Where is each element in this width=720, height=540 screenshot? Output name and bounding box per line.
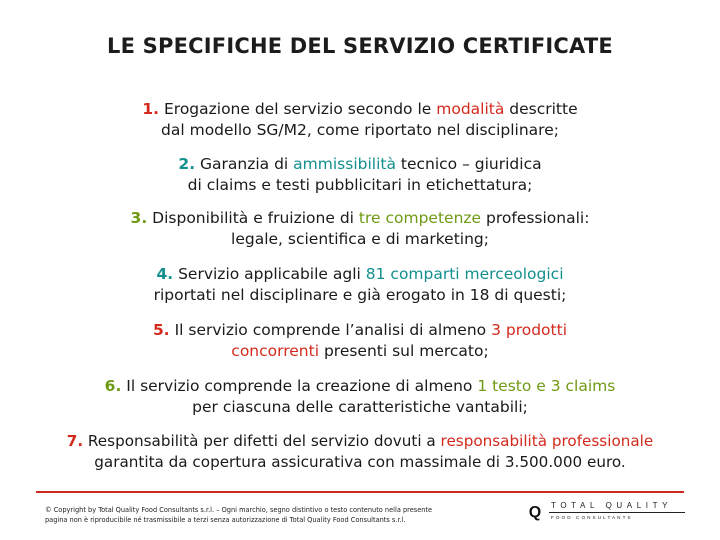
spec-item-number: 6. [104, 377, 122, 395]
spec-item-line-1 [40, 264, 680, 285]
spec-item-highlight: 3 prodotti [491, 321, 568, 339]
spec-item-text: garantita da copertura assicurativa con massimale di 3.500.000 euro. [94, 453, 626, 471]
copyright-notice [45, 505, 515, 525]
spec-item-text: presenti sul mercato; [319, 342, 489, 360]
footer-divider [36, 491, 684, 493]
spec-item-text: Il servizio comprende l’analisi di almeno [169, 321, 492, 339]
spec-item-text: dal modello SG/M2, come riportato nel disciplinare; [161, 121, 559, 139]
company-logo-tagline: FOOD CONSULTANTS [551, 515, 633, 520]
spec-item-number: 4. [156, 265, 174, 283]
spec-item-text: Erogazione del servizio secondo le [159, 100, 437, 118]
spec-item-text: professionali: [481, 209, 590, 227]
spec-item-highlight: responsabilità professionale [440, 432, 654, 450]
spec-item-text: Servizio applicabile agli [173, 265, 366, 283]
spec-item-number: 7. [66, 432, 84, 450]
spec-item-line-1 [40, 431, 680, 452]
spec-item-line-2 [40, 452, 680, 473]
spec-item-2 [40, 154, 680, 196]
spec-item-6 [40, 376, 680, 418]
spec-item-highlight: 81 comparti merceologici [365, 265, 564, 283]
spec-item-7 [40, 431, 680, 473]
spec-item-text: Garanzia di [195, 155, 294, 173]
spec-item-3 [40, 208, 680, 250]
company-logo-name: TOTAL QUALITY [551, 501, 672, 510]
spec-item-line-2 [40, 175, 680, 196]
spec-item-line-2 [40, 229, 680, 250]
spec-item-line-2 [40, 397, 680, 418]
spec-item-text: per ciascuna delle caratteristiche vantabili; [192, 398, 528, 416]
spec-item-text: Disponibilità e fruizione di [147, 209, 359, 227]
company-logo-rule [549, 512, 685, 513]
spec-item-4 [40, 264, 680, 306]
spec-item-text: tecnico – giuridica [395, 155, 542, 173]
spec-item-highlight: concorrenti [231, 342, 320, 360]
company-logo-letter: Q [528, 504, 542, 521]
spec-item-number: 5. [152, 321, 170, 339]
spec-item-line-1 [40, 208, 680, 229]
spec-item-5 [40, 320, 680, 362]
copyright-line: pagina non è riproducibile né trasmissibile a terzi senza autorizzazione di Total Quality Food Consultants s.r.l. [45, 516, 406, 524]
spec-item-text: riportati nel disciplinare e già erogato in 18 di questi; [153, 286, 567, 304]
spec-item-number: 2. [178, 155, 196, 173]
spec-item-line-1 [40, 99, 680, 120]
spec-item-text: legale, scientifica e di marketing; [231, 230, 489, 248]
spec-item-text: Responsabilità per difetti del servizio dovuti a [83, 432, 441, 450]
spec-item-number: 3. [130, 209, 148, 227]
spec-item-1 [40, 99, 680, 141]
spec-item-highlight: ammissibilità [293, 155, 396, 173]
spec-item-line-1 [40, 320, 680, 341]
spec-item-number: 1. [142, 100, 160, 118]
spec-item-line-1 [40, 376, 680, 397]
page-title: LE SPECIFICHE DEL SERVIZIO CERTIFICATE [107, 34, 613, 58]
spec-item-line-2 [40, 285, 680, 306]
spec-item-highlight: modalità [436, 100, 505, 118]
spec-item-text: descritte [504, 100, 578, 118]
spec-item-text: Il servizio comprende la creazione di almeno [121, 377, 478, 395]
spec-item-highlight: 1 testo e 3 claims [477, 377, 616, 395]
spec-item-highlight: tre competenze [358, 209, 482, 227]
copyright-line: © Copyright by Total Quality Food Consultants s.r.l. – Ogni marchio, segno distintivo o testo contenuto nella presente [45, 506, 433, 514]
spec-item-text: di claims e testi pubblicitari in etichettatura; [187, 176, 533, 194]
spec-item-line-2 [40, 341, 680, 362]
spec-item-line-2 [40, 120, 680, 141]
spec-item-line-1 [40, 154, 680, 175]
